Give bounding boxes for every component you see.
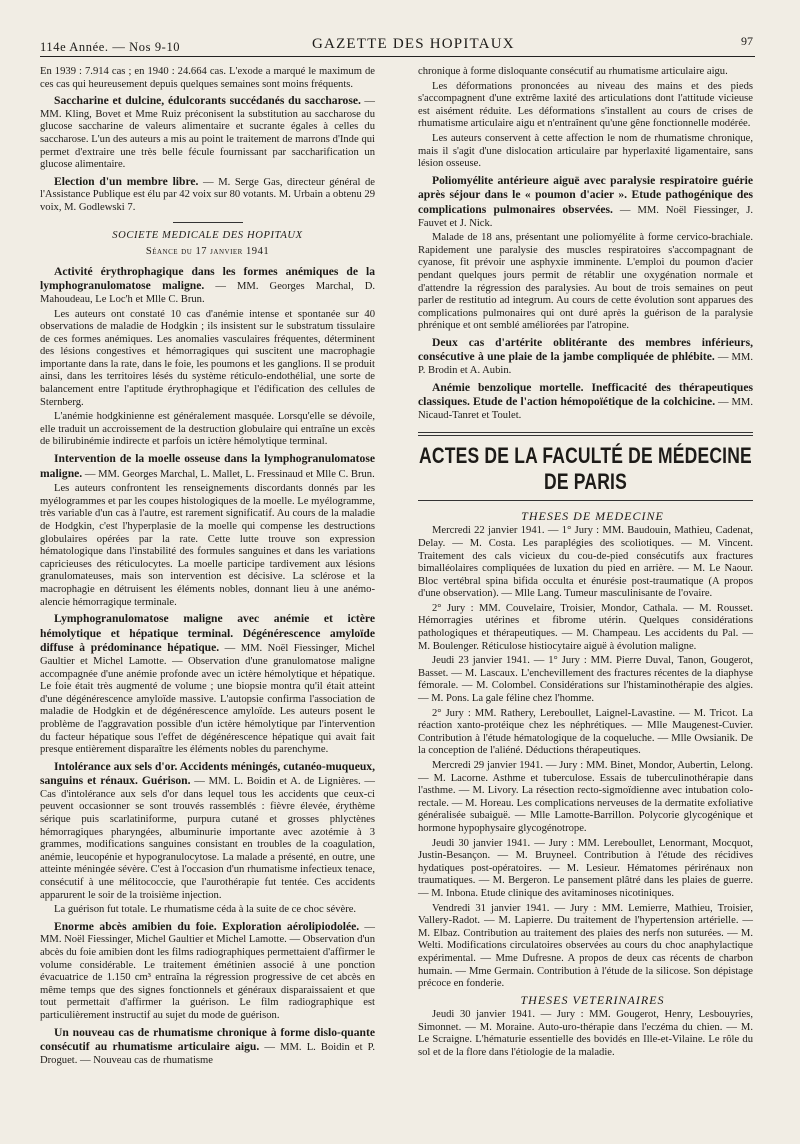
paragraph: Malade de 18 ans, présentant une poliomyélite à forme cervico-brachiale. Rapidement une paralysie des muscles respiratoires s'accompagnant de cyanose, fit prévoir une asphyxie imminente. L'emploi du poumon d'acier pendant quelques jours permit de rétablir une oxygénation normale et d'attendre la régression des paralysies. Au bout de trois semaines on peut parler de restitutio ad integrum. Au cours de cette évolution sont apparues des complications pulmonaires qui ont duré après la guérison de la paralysie phrénique et ont semblé améliorées par l'atropine.: [418, 232, 753, 332]
entry-text: — M. Serge Gas, directeur général de l'Assistance Publique est élu par 42 voix sur 80 votants. M. Urbain a obtenu 29 voix, M. Godlewski 7.: [40, 176, 375, 213]
paragraph: Mercredi 29 janvier 1941. — Jury : MM. Binet, Mondor, Aubertin, Lelong. — M. Lacorne. Asthme et tuberculose. Essais de tuberculinothérapie dans l'asthme. — M. Livory. La résection recto-sigmoïdienne avec intubation colo-rectale. — M. Horeau. Les complications nerveuses de la dermatite exfoliative généralisée subaiguë. — Mlle Lamotte-Barrillon. Polycorie glycogénique et hormone hypophysaire glycogénotrope.: [418, 760, 753, 834]
society-heading: SOCIETE MEDICALE DES HOPITAUX: [112, 229, 303, 241]
entry-text: — MM. Noël Fiessinger, Michel Gaultier et Michel Lamotte. — Observation d'une granulomatose maligne accompagnée d'une anémie profonde avec un ictère hémolytique et hépatique. Le foie était très augmenté de volume ; une biopsie montra qu'il était atteint d'une dégénérescence amyloïde massive. L'autopsie confirma l'association de maladie de Hodgkin et de dégénérescence amyloïde. Les auteurs posent le problème de l'aggravation possible d'un ictère hémolytique par l'intervention du facteur hépatique sous l'effet de dégénérescence hépatique qui avait fait presque entièrement disparaître les éléments nobles du parenchyme.: [40, 643, 375, 756]
paragraph: Jeudi 30 janvier 1941. — Jury : MM. Gougerot, Henry, Lesbouyries, Simonnet. — M. Moraine. Auto-uro-thérapie dans l'eczéma du chien. — M. Le Scraigne. L'hématurie essentielle des bovidés en Ille-et-Vilaine. Le rôle du sol et de la flore dans l'étiologie de la maladie.: [418, 1008, 753, 1058]
session-date: Séance du 17 janvier 1941: [145, 246, 270, 258]
theses-section-heading: THESES DE MEDECINE: [521, 509, 664, 524]
paragraph: Jeudi 23 janvier 1941. — 1° Jury : MM. Pierre Duval, Tanon, Gougerot, Basset. — M. Lascaux. L'enchevillement des fractures récentes de la diaphyse fémorale. — M. Colombel. Considérations sur l'histaminothérapie des algies. — M. Pons. La gale féline chez l'homme.: [418, 655, 753, 705]
entry-title: Election d'un membre libre.: [54, 174, 199, 188]
entry-text: — MM. Nicaud-Tanret et Toulet.: [418, 397, 753, 421]
paragraph: En 1939 : 7.914 cas ; en 1940 : 24.664 cas. L'exode a marqué le maximum de ces cas qui heureusement depuis quelques semaines sont moins fréquents.: [40, 66, 375, 90]
communication-entry: [418, 174, 753, 230]
entry-text: — MM. Noël Fiessinger, J. Fauvet et J. Nick.: [418, 204, 753, 229]
section-rule: [418, 500, 753, 501]
journal-title: GAZETTE DES HOPITAUX: [312, 36, 515, 52]
entry-text: — MM. L. Boidin et P. Droguet. — Nouveau cas de rhumatisme: [40, 1042, 376, 1066]
entry-title: Poliomyélite antérieure aiguë avec paralysie respiratoire guérie après séjour dans le « poumon d'acier ». Etude pathogénique des complications pulmonaires observées.: [418, 173, 753, 216]
page-header: [40, 28, 755, 56]
paragraph: Les auteurs ont constaté 10 cas d'anémie intense et spontanée sur 40 observations de maladie de Hodgkin ; ils insistent sur le substratum tissulaire de ces formes anémiques. Les anomalies vasculaires fréquentes, déterminent des lésions congestives et hémorragiques qui suscitent une macrophagie importante dans la rate, dans le foie, les poumons et les ganglions. Il se produit ainsi, dans les territoires lésés du système réticulo-endothélial, une sorte de balancement entre l'aptitude érythrophagique et l'édification des cellules de Sternberg.: [40, 308, 375, 408]
entry-title: Anémie benzolique mortelle. Inefficacité des thérapeutiques classiques. Etude de l'action hémopoïétique de la colchicine.: [418, 380, 753, 409]
section-rule: [173, 222, 243, 223]
entry-title: Enorme abcès amibien du foie. Exploration aérolipiodolée.: [54, 919, 360, 933]
entry-text: — MM. P. Brodin et A. Aubin.: [418, 352, 753, 377]
communication-entry: [418, 336, 753, 378]
theses-section-heading: THESES VETERINAIRES: [520, 992, 665, 1007]
entry-title: Intolérance aux sels d'or. Accidents méningés, cutanéo-muqueux, sanguins et rénaux. Guérison.: [40, 759, 375, 788]
paragraph: Vendredi 31 janvier 1941. — Jury : MM. Lemierre, Mathieu, Troisier, Vallery-Radot. — M. Lapierre. Du traitement de l'hypertension artérielle. — M. Elbaz. Contribution au traitement des plaies des nerfs non suturées. — M. Welti. Modifications circulatoires observées au cours du choc anaphylactique expérimental. — Mme Dufresne. A propos de deux cas récents de charbon humain. — Mme Germain. Contribution à l'étude de la silicose. Son dépistage précoce en fonderie.: [418, 902, 753, 990]
communication-entry: [40, 265, 375, 307]
entry-title: Lymphogranulomatose maligne avec anémie et ictère hémolytique et hépatique terminal. Dégénérescence amyloïde diffuse à prédominance hépatique.: [40, 612, 375, 655]
header-rule: [40, 56, 755, 57]
communication-entry: [40, 612, 375, 757]
communication-entry: [40, 175, 375, 215]
paragraph: 2° Jury : MM. Rathery, Lereboullet, Laignel-Lavastine. — M. Tricot. La réaction xanto-protéique chez les néphrétiques. — Mlle Maugenest-Cuvier. Contribution à l'étude hématologique de la coqueluche. — Mlle Owsianik. De la conception de l'aliéné. Déductions thérapeutiques.: [418, 707, 753, 757]
communication-entry: [40, 94, 375, 172]
paragraph: chronique à forme disloquante consécutif au rhumatisme articulaire aigu.: [418, 66, 728, 77]
entry-title: Un nouveau cas de rhumatisme chronique à forme dislo-quante consécutif au rhumatisme articulaire aigu.: [40, 1025, 375, 1054]
paragraph: Les auteurs confrontent les renseignements discordants donnés par les myélogrammes et par les coupes histologiques de la moelle. Le myélogramme, très variable d'un cas à l'autre, est rarement significatif. Au cours de la maladie de Hodgkin, c'est l'hyperplasie de la moelle qui compense les destructions globulaires opérées par la rate. Cette lutte trouve son expression hématologique dans l'instabilité des formules sanguines et dans les variations capricieuses des réticulocytes. La moelle participe tardivement aux lésions granulomateuses, mais son intervention est décisive. La sclérose et la macrophagie en détruisent les éléments nobles, donnant lieu à une anémo-alencie hémorragique terminale.: [40, 483, 375, 608]
paragraph: Mercredi 22 janvier 1941. — 1° Jury : MM. Baudouin, Mathieu, Cadenat, Delay. — M. Costa. Les paraplégies des scoliotiques. — M. Vincent. Traitement des cals vicieux du cou-de-pied consécutifs aux fractures bimalléolaires compliquées de luxation du pied en arrière. — M. Le Naour. Bloc vertébral spina bifida occulta et énurésie post-traumatique (A propos d'une observation). — Mlle Lang. Tumeur masculinisante de l'ovaire.: [418, 525, 753, 600]
issue-label: 114e Année. — Nos 9-10: [40, 40, 181, 54]
left-column: [40, 66, 375, 1069]
communication-entry: [40, 920, 375, 1023]
page-number: 97: [741, 34, 753, 48]
entry-title: Saccharine et dulcine, édulcorants succédanés du saccharose.: [54, 94, 361, 108]
entry-text: — MM. Georges Marchal, D. Mahoudeau, Le Loc'h et Mlle C. Brun.: [40, 281, 375, 305]
entry-title: Activité érythrophagique dans les formes anémiques de la lymphogranulomatose maligne.: [40, 264, 375, 293]
paragraph: La guérison fut totale. Le rhumatisme céda à la suite de ce choc sévère.: [54, 904, 357, 916]
paragraph: Jeudi 30 janvier 1941. — Jury : MM. Lereboullet, Lenormant, Mocquot, Justin-Besançon. — M. Bruyneel. Contribution à l'étude des récidives hydatiques post-opératoires. — M. Lesieur. Hématomes périrénaux non traumatiques. — M. Bergeron. Le pansement plâtré dans les plaies de guerre. — M. Inbona. Etude clinique des avitaminoses nicotiniques.: [418, 837, 753, 899]
communication-entry: [40, 760, 375, 903]
paragraph: Les auteurs conservent à cette affection le nom de rhumatisme chronique, mais il s'agit d'une dislocation articulaire par hyperlaxité ligamentaire, sans lésion osseuse.: [418, 132, 753, 170]
double-rule: [418, 432, 753, 436]
entry-text: — MM. Kling, Bovet et Mme Ruiz préconisent la substitution au saccharose du glucose saccharine de valeurs alimentaire et sucrante égales à celles du saccharose. L'un des auteurs a mis au point le traitement de marrons d'Inde qui permet d'extraire une très belle fécule fournissant par saccharification un glucose alimentaire.: [40, 96, 375, 171]
communication-entry: [40, 452, 375, 481]
entry-title: Deux cas d'artérite oblitérante des membres inférieurs, consécutive à une plaie de la jambe compliquée de phlébite.: [418, 335, 753, 364]
paragraph: L'anémie hodgkinienne est généralement masquée. Lorsqu'elle se dévoile, elle traduit un accroissement de la destruction globulaire qui entraîne un excès de bilirubinémie indirecte et parfois un ictère hémolytique terminal.: [40, 411, 375, 448]
entry-text: — MM. Georges Marchal, L. Mallet, L. Fressinaud et Mlle C. Brun.: [82, 468, 375, 480]
paragraph: Les déformations prononcées au niveau des mains et des pieds s'accompagnent d'une extrême laxité des articulations dont l'attitude vicieuse est aisément réduite. Les déformations s'installent au cours de crises de rhumatisme articulaire aigu et n'entraînent qu'une gêne fonctionnelle modérée.: [418, 80, 753, 130]
entry-text: — MM. Noël Fiessinger, Michel Gaultier et Michel Lamotte. — Observation d'un abcès du foie amibien dont les films radiographiques permettaient d'affirmer le volume considérable. Le traitement émétinien associé à une ponction évacuatrice de 1.150 cm³ entraîna la régression progressive de cet abcès en même temps que des signes fonctionnels et généraux disparaissaient et que tout permettait d'affirmer la guérison. Le film radiographique est particulièrement instructif au sujet du mode de guérison.: [40, 921, 375, 1021]
entry-text: — MM. L. Boidin et A. de Lignières. — Cas d'intolérance aux sels d'or dans lequel tous les accidents que ceux-ci peuvent occasionner se sont trouvés rassemblés : fièvre élevée, érythème sérique puis scarlatiniforme, purpura cutané et grosses phlyctènes hémorragiques pharyngées, albuminurie importante avec azotémie à 3 grammes, modifications sanguines consistant en troubles de la coagulation, anémie, leucopénie et hypogranulocytose. La malade a présenté, en outre, une atteinte méningée sévère. C'est à l'occasion d'un rhumatisme infectieux tenace, consécutif à une mélitococcie, que l'aurothérapie fut tentée. Ces accidents apparurent le soir de la troisième injection.: [40, 776, 375, 901]
communication-entry: [40, 1026, 375, 1068]
communication-entry: [418, 381, 753, 423]
paragraph: 2° Jury : MM. Couvelaire, Troisier, Mondor, Cathala. — M. Rousset. Hémorragies utérines et fibrome utérin. Quelques considérations pathologiques et thérapeutiques. — M. Champeau. Les accidents du Pal. — M. Boulenger. Réticulose histiocytaire aiguë à évolution maligne.: [418, 602, 753, 652]
entry-title: Intervention de la moelle osseuse dans la lymphogranulomatose maligne.: [40, 452, 375, 480]
right-column: [418, 66, 753, 1061]
faculty-acts-title: ACTES DE LA FACULTÉ DE MÉDECINE DE PARIS: [419, 443, 752, 495]
